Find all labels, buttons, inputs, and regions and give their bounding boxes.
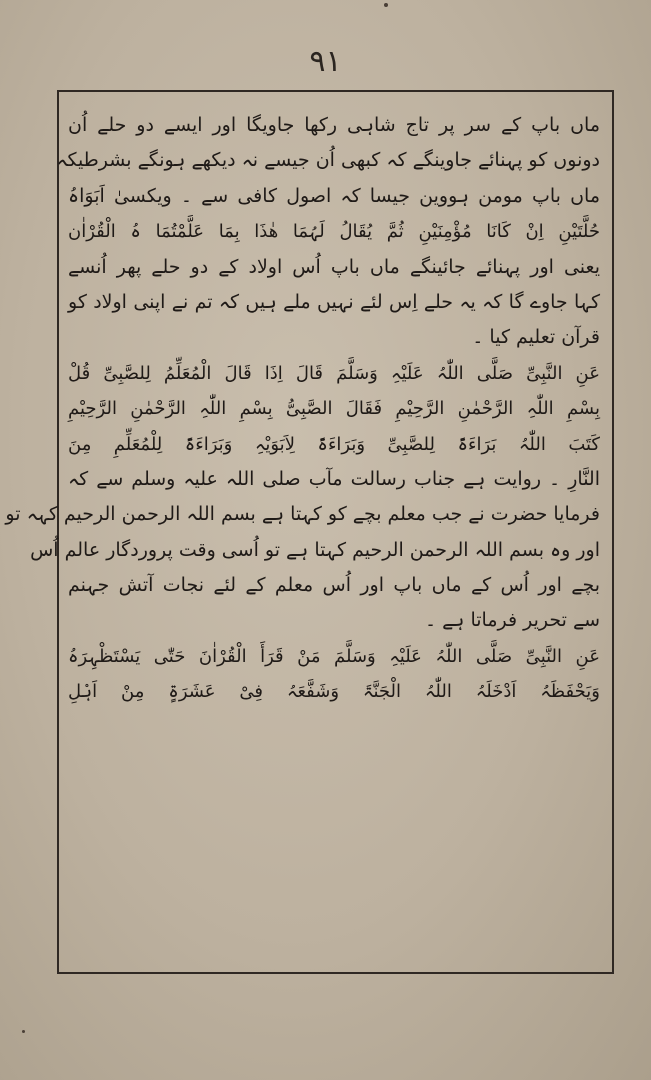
text-line: النَّارِ ۔ روایت ہے جناب رسالت مآب صلی اللہ علیہ وسلم سے کہ: [68, 467, 600, 490]
text-line: قرآن تعلیم کیا ۔: [472, 326, 600, 349]
text-line: ماں باپ کے سر پر تاج شاہی رکھا جاویگا اور ایسے دو حلے اُن: [68, 114, 600, 136]
text-line: حُلَّتَیْنِ اِنْ کَانَا مُؤْمِنَیْنِ ثُمَّ یُقَالُ لَہُمَا ھٰذَا بِمَا عَلَّمْتُمَا ہُ الْقُرْاٰن: [68, 221, 600, 243]
paper-speck: [22, 1030, 25, 1033]
text-line: وَیَحْفَظَہُ اَدْخَلَہُ اللّٰہُ الْجَنَّۃَ وَشَفَّعَہُ فِیْ عَشَرَۃٍ مِنْ اَہْلِ: [68, 681, 600, 703]
text-line: کہا جاوے گا کہ یہ حلے اِس لئے نہیں ملے ہیں کہ تم نے اپنی اولاد کو: [68, 290, 600, 313]
text-line: دونوں کو پہنائے جاوینگے کہ کبھی اُن جیسے نہ دیکھے ہونگے بشرطیکہ: [56, 149, 600, 172]
text-line: بِسْمِ اللّٰہِ الرَّحْمٰنِ الرَّحِیْمِ فَقَالَ الصَّبِیُّ بِسْمِ اللّٰہِ الرَّحْمٰنِ الرَّحِیْمِ: [68, 398, 600, 420]
text-block: [5, 108, 600, 968]
text-line: بچے اور اُس کے ماں باپ اور اُس معلم کے لئے نجات آتش جہنم: [68, 574, 600, 597]
page-number: ۹۱: [309, 44, 342, 79]
paper-speck: [384, 3, 388, 7]
text-line: اور وہ بسم اللہ الرحمن الرحیم کہتا ہے تو اُسی وقت پروردگار عالم اُس: [30, 538, 600, 561]
text-line: عَنِ النَّبِیِّ صَلَّی اللّٰہُ عَلَیْہِ وَسَلَّمَ قَالَ اِذَا قَالَ الْمُعَلِّمُ لِلصَّبِیِّ قُلْ: [68, 362, 600, 384]
text-line: عَنِ النَّبِیِّ صَلَّی اللّٰہُ عَلَیْہِ وَسَلَّمَ مَنْ قَرَأَ الْقُرْاٰنَ حَتّٰی یَسْتَظْہِرَہُ: [68, 645, 600, 667]
text-line: ماں باپ مومن ہووین جیسا کہ اصول کافی سے ۔ ویکسیٰ اَبَوَاہُ: [68, 184, 600, 207]
text-line: کَتَبَ اللّٰہُ بَرَاءَۃً لِلصَّبِیِّ وَبَرَاءَۃً لِاَبَوَیْہِ وَبَرَاءَۃً لِلْمُعَلِّمِ مِنَ: [68, 433, 600, 455]
text-line: سے تحریر فرماتا ہے ۔: [424, 609, 600, 632]
text-line: یعنی اور پہنائے جائینگے ماں باپ اُس اولاد کے دو حلے پھر اُنسے: [68, 255, 600, 278]
text-line: فرمایا حضرت نے جب معلم بچے کو کہتا ہے بسم اللہ الرحمن الرحیم کہہ تو: [5, 503, 600, 526]
